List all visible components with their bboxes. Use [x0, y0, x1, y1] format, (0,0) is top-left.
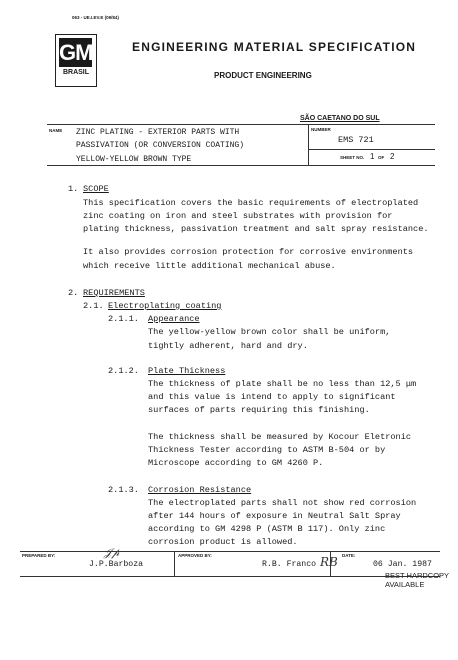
- body-line: plating thickness, passivation treatment and salt spray resistance.: [83, 224, 429, 234]
- document-title: ENGINEERING MATERIAL SPECIFICATION: [132, 40, 417, 54]
- body-line: corrosion product is allowed.: [148, 537, 298, 547]
- gm-logo-mark: GM: [59, 40, 93, 65]
- date-label: DATE:: [342, 553, 356, 558]
- box-number-divider: [308, 149, 435, 150]
- body-line: The electroplated parts shall not show red corrosion: [148, 498, 417, 508]
- sheet-number: 1: [370, 152, 375, 161]
- stamp-line: BEST HARDCOPY: [385, 571, 450, 580]
- body-line: This specification covers the basic requirements of electroplated: [83, 198, 419, 208]
- number-label: NUMBER: [311, 127, 331, 132]
- subsection-number: 2.1.1.: [108, 314, 139, 324]
- footer-bottom-line: [20, 576, 440, 577]
- section-number: 2.: [68, 288, 79, 298]
- body-line: surfaces of parts requiring this finishing.: [148, 405, 370, 415]
- name-label: NAME: [49, 128, 63, 133]
- body-line: It also provides corrosion protection for corrosive environments: [83, 247, 414, 257]
- sheet-total: 2: [390, 152, 395, 161]
- body-line: The yellow-yellow brown color shall be uniform,: [148, 327, 391, 337]
- body-line: and this value is intend to apply to significant: [148, 392, 396, 402]
- body-line: which receive little additional mechanical abuse.: [83, 261, 336, 271]
- gm-logo-sub: BRASIL: [62, 69, 90, 76]
- body-line: after 144 hours of exposure in Neutral Salt Spray: [148, 511, 401, 521]
- subsection-heading-appearance: Appearance: [148, 314, 200, 324]
- body-line: Microscope according to GM 4260 P.: [148, 458, 324, 468]
- subsection-heading-corrosion: Corrosion Resistance: [148, 485, 252, 495]
- section-heading-requirements: REQUIREMENTS: [83, 288, 145, 298]
- box-top-line: [47, 124, 435, 125]
- form-code: 063 - UE.I.EV.E (09/84): [72, 15, 119, 20]
- approved-by-label: APPROVED BY:: [178, 553, 212, 558]
- subsection-number: 2.1.2.: [108, 366, 139, 376]
- stamp-line: AVAILABLE: [385, 580, 425, 589]
- body-line: Thickness Tester according to ASTM B-504 or by: [148, 445, 386, 455]
- name-line: YELLOW-YELLOW BROWN TYPE: [76, 155, 192, 164]
- sheet-label: SHEET NO.: [340, 155, 365, 160]
- name-line: ZINC PLATING - EXTERIOR PARTS WITH: [76, 128, 240, 137]
- body-line: The thickness of plate shall be no less than 12,5 μm: [148, 379, 417, 389]
- subsection-heading-electroplating: Electroplating coating: [108, 301, 222, 311]
- section-number: 1.: [68, 184, 79, 194]
- approved-by-name: R.B. Franco: [262, 560, 317, 569]
- body-line: The thickness shall be measured by Kocour Eletronic: [148, 432, 412, 442]
- prepared-signature: 𝒥𝓅: [104, 546, 120, 559]
- spec-number: EMS 721: [338, 135, 374, 145]
- date-value: 06 Jan. 1987: [373, 560, 432, 569]
- sheet-of-label: OF: [378, 155, 385, 160]
- gm-brasil-logo: [55, 34, 97, 87]
- prepared-by-label: PREPARED BY:: [22, 553, 56, 558]
- footer-divider: [174, 551, 175, 576]
- body-line: tightly adherent, hard and dry.: [148, 341, 308, 351]
- box-divider: [308, 124, 309, 165]
- body-line: according to GM 4298 P (ASTM B 117). Only zinc: [148, 524, 386, 534]
- subsection-number: 2.1.: [83, 301, 104, 311]
- prepared-by-name: J.P.Barboza: [89, 560, 144, 569]
- subsection-number: 2.1.3.: [108, 485, 139, 495]
- subsection-heading-plate-thickness: Plate Thickness: [148, 366, 226, 376]
- footer-top-line: [20, 551, 440, 552]
- body-line: zinc coating on iron and steel substrates with provision for: [83, 211, 393, 221]
- section-heading-scope: SCOPE: [83, 184, 109, 194]
- location: SÃO CAETANO DO SUL: [300, 115, 380, 122]
- approved-signature: 𝑅𝐵: [320, 555, 338, 569]
- name-line: PASSIVATION (OR CONVERSION COATING): [76, 141, 245, 150]
- best-hardcopy-stamp: [385, 571, 449, 589]
- document-subtitle: PRODUCT ENGINEERING: [214, 71, 312, 80]
